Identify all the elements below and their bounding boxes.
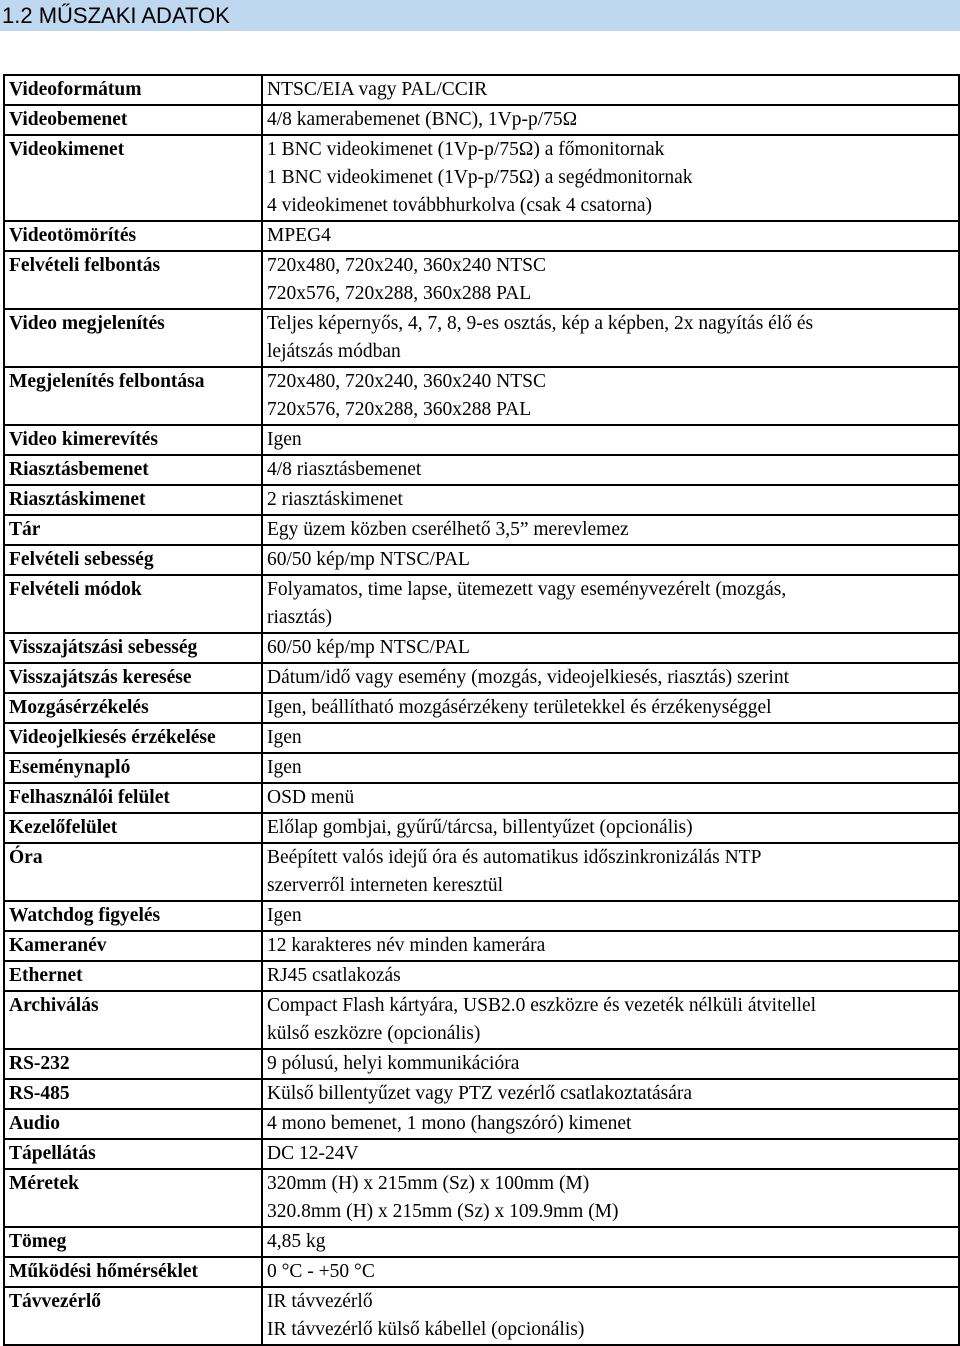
spec-value-line: Igen	[267, 757, 302, 778]
spec-value	[262, 1227, 959, 1257]
spec-value	[262, 1139, 959, 1169]
spec-value	[262, 961, 959, 991]
spec-value	[262, 843, 959, 901]
spec-value-line: 1 BNC videokimenet (1Vp-p/75Ω) a főmonitornak	[267, 139, 665, 160]
spec-value	[262, 105, 959, 135]
spec-key: Távvezérlő	[4, 1287, 262, 1345]
spec-row	[4, 367, 959, 425]
spec-key: Videobemenet	[4, 105, 262, 135]
spec-key: Watchdog figyelés	[4, 901, 262, 931]
spec-value	[262, 221, 959, 251]
spec-key: Archiválás	[4, 991, 262, 1049]
spec-value-line: riasztás)	[267, 607, 332, 628]
spec-key: Felvételi felbontás	[4, 251, 262, 309]
spec-value-line: lejátszás módban	[267, 341, 401, 362]
spec-value	[262, 1109, 959, 1139]
spec-key: Kameranév	[4, 931, 262, 961]
spec-row	[4, 633, 959, 663]
spec-row	[4, 1227, 959, 1257]
spec-value-line: Külső billentyűzet vagy PTZ vezérlő csatlakoztatására	[267, 1083, 693, 1104]
spec-row	[4, 575, 959, 633]
spec-key: Kezelőfelület	[4, 813, 262, 843]
spec-value-line: 60/50 kép/mp NTSC/PAL	[267, 549, 470, 570]
spec-row	[4, 1049, 959, 1079]
spec-value	[262, 545, 959, 575]
spec-value	[262, 813, 959, 843]
spec-key: RS-232	[4, 1049, 262, 1079]
spec-row	[4, 663, 959, 693]
spec-row	[4, 723, 959, 753]
spec-key: Méretek	[4, 1169, 262, 1227]
spec-row	[4, 135, 959, 221]
spec-row	[4, 1139, 959, 1169]
spec-row	[4, 1287, 959, 1345]
spec-value-line: 720x480, 720x240, 360x240 NTSC	[267, 371, 546, 392]
spec-value-line: külső eszközre (opcionális)	[267, 1023, 481, 1044]
spec-key: Riasztásbemenet	[4, 455, 262, 485]
spec-key: Videoformátum	[4, 75, 262, 105]
spec-value-line: 4/8 kamerabemenet (BNC), 1Vp-p/75Ω	[267, 109, 578, 130]
spec-key: Tár	[4, 515, 262, 545]
spec-value-line: 4/8 riasztásbemenet	[267, 459, 422, 480]
spec-row	[4, 515, 959, 545]
spec-value-line: IR távvezérlő	[267, 1291, 373, 1312]
spec-value	[262, 753, 959, 783]
spec-value	[262, 723, 959, 753]
spec-value-line: Teljes képernyős, 4, 7, 8, 9-es osztás, kép a képben, 2x nagyítás élő és	[267, 313, 814, 334]
spec-value-line: NTSC/EIA vagy PAL/CCIR	[267, 79, 488, 100]
spec-key: Felhasználói felület	[4, 783, 262, 813]
spec-key: Audio	[4, 1109, 262, 1139]
spec-table-body	[4, 75, 959, 1345]
spec-key: Visszajátszási sebesség	[4, 633, 262, 663]
spec-row	[4, 1169, 959, 1227]
spec-value-line: 4 mono bemenet, 1 mono (hangszóró) kimenet	[267, 1113, 632, 1134]
spec-row	[4, 693, 959, 723]
spec-value-line: Előlap gombjai, gyűrű/tárcsa, billentyűzet (opcionális)	[267, 817, 693, 838]
spec-value-line: 4,85 kg	[267, 1231, 326, 1252]
spec-row	[4, 753, 959, 783]
spec-value-line: OSD menü	[267, 787, 355, 808]
spec-value-line: Compact Flash kártyára, USB2.0 eszközre és vezeték nélküli átvitellel	[267, 995, 817, 1016]
spec-key: Eseménynapló	[4, 753, 262, 783]
spec-value	[262, 1169, 959, 1227]
spec-row	[4, 455, 959, 485]
spec-key: Videojelkiesés érzékelése	[4, 723, 262, 753]
spec-row	[4, 105, 959, 135]
spec-row	[4, 813, 959, 843]
spec-row	[4, 251, 959, 309]
spec-value-line: 12 karakteres név minden kamerára	[267, 935, 546, 956]
spec-value	[262, 1287, 959, 1345]
spec-value	[262, 991, 959, 1049]
spec-row	[4, 75, 959, 105]
spec-value	[262, 367, 959, 425]
spec-value-line: 720x576, 720x288, 360x288 PAL	[267, 283, 532, 304]
spec-row	[4, 1079, 959, 1109]
spec-value-line: Igen	[267, 429, 302, 450]
spec-value	[262, 901, 959, 931]
spec-value-line: 60/50 kép/mp NTSC/PAL	[267, 637, 470, 658]
spec-row	[4, 901, 959, 931]
spec-value	[262, 1049, 959, 1079]
spec-key: Működési hőmérséklet	[4, 1257, 262, 1287]
spec-value-line: 1 BNC videokimenet (1Vp-p/75Ω) a segédmonitornak	[267, 167, 693, 188]
spec-key: Videotömörítés	[4, 221, 262, 251]
spec-value-line: 0 °C - +50 °C	[267, 1261, 375, 1282]
spec-key: Megjelenítés felbontása	[4, 367, 262, 425]
spec-value	[262, 309, 959, 367]
spec-value-line: Beépített valós idejű óra és automatikus időszinkronizálás NTP	[267, 847, 762, 868]
spec-row	[4, 843, 959, 901]
spec-value-line: 720x480, 720x240, 360x240 NTSC	[267, 255, 546, 276]
spec-key: Video kimerevítés	[4, 425, 262, 455]
spec-row	[4, 961, 959, 991]
spec-value-line: 4 videokimenet továbbhurkolva (csak 4 csatorna)	[267, 195, 653, 216]
spec-value-line: 720x576, 720x288, 360x288 PAL	[267, 399, 532, 420]
spec-row	[4, 931, 959, 961]
spec-value	[262, 135, 959, 221]
spec-key: Ethernet	[4, 961, 262, 991]
spec-value	[262, 485, 959, 515]
spec-row	[4, 991, 959, 1049]
spec-value-line: MPEG4	[267, 225, 331, 246]
spec-value-line: Folyamatos, time lapse, ütemezett vagy eseményvezérelt (mozgás,	[267, 579, 787, 600]
spec-row	[4, 485, 959, 515]
spec-value-line: 9 pólusú, helyi kommunikációra	[267, 1053, 520, 1074]
spec-value	[262, 455, 959, 485]
spec-row	[4, 783, 959, 813]
spec-value-line: Igen	[267, 905, 302, 926]
spec-value-line: RJ45 csatlakozás	[267, 965, 401, 986]
spec-value-line: 2 riasztáskimenet	[267, 489, 403, 510]
spec-value	[262, 75, 959, 105]
spec-row	[4, 309, 959, 367]
spec-key: Visszajátszás keresése	[4, 663, 262, 693]
spec-row	[4, 221, 959, 251]
spec-key: RS-485	[4, 1079, 262, 1109]
spec-row	[4, 545, 959, 575]
spec-value	[262, 251, 959, 309]
spec-value-line: szerverről interneten keresztül	[267, 875, 504, 896]
spec-row	[4, 425, 959, 455]
spec-value	[262, 931, 959, 961]
spec-value-line: Egy üzem közben cserélhető 3,5” merevlemez	[267, 519, 629, 540]
spec-key: Mozgásérzékelés	[4, 693, 262, 723]
spec-value	[262, 663, 959, 693]
spec-value	[262, 1079, 959, 1109]
spec-value	[262, 425, 959, 455]
spec-key: Felvételi sebesség	[4, 545, 262, 575]
spec-key: Óra	[4, 843, 262, 901]
spec-value	[262, 783, 959, 813]
spec-row	[4, 1109, 959, 1139]
spec-key: Tápellátás	[4, 1139, 262, 1169]
spec-key: Tömeg	[4, 1227, 262, 1257]
spec-value-line: Dátum/idő vagy esemény (mozgás, videojelkiesés, riasztás) szerint	[267, 667, 790, 688]
spec-key: Videokimenet	[4, 135, 262, 221]
spec-key: Riasztáskimenet	[4, 485, 262, 515]
spec-value	[262, 693, 959, 723]
spec-value	[262, 575, 959, 633]
spec-value-line: 320mm (H) x 215mm (Sz) x 100mm (M)	[267, 1173, 590, 1194]
spec-value-line: Igen, beállítható mozgásérzékeny területekkel és érzékenységgel	[267, 697, 772, 718]
spec-value-line: DC 12-24V	[267, 1143, 359, 1164]
spec-table	[3, 74, 960, 1346]
spec-value	[262, 633, 959, 663]
section-heading: 1.2 MŰSZAKI ADATOK	[0, 0, 960, 31]
spec-value	[262, 515, 959, 545]
spec-key: Video megjelenítés	[4, 309, 262, 367]
spec-value-line: Igen	[267, 727, 302, 748]
spec-key: Felvételi módok	[4, 575, 262, 633]
spec-value-line: IR távvezérlő külső kábellel (opcionális)	[267, 1319, 585, 1340]
spec-value-line: 320.8mm (H) x 215mm (Sz) x 109.9mm (M)	[267, 1201, 619, 1222]
